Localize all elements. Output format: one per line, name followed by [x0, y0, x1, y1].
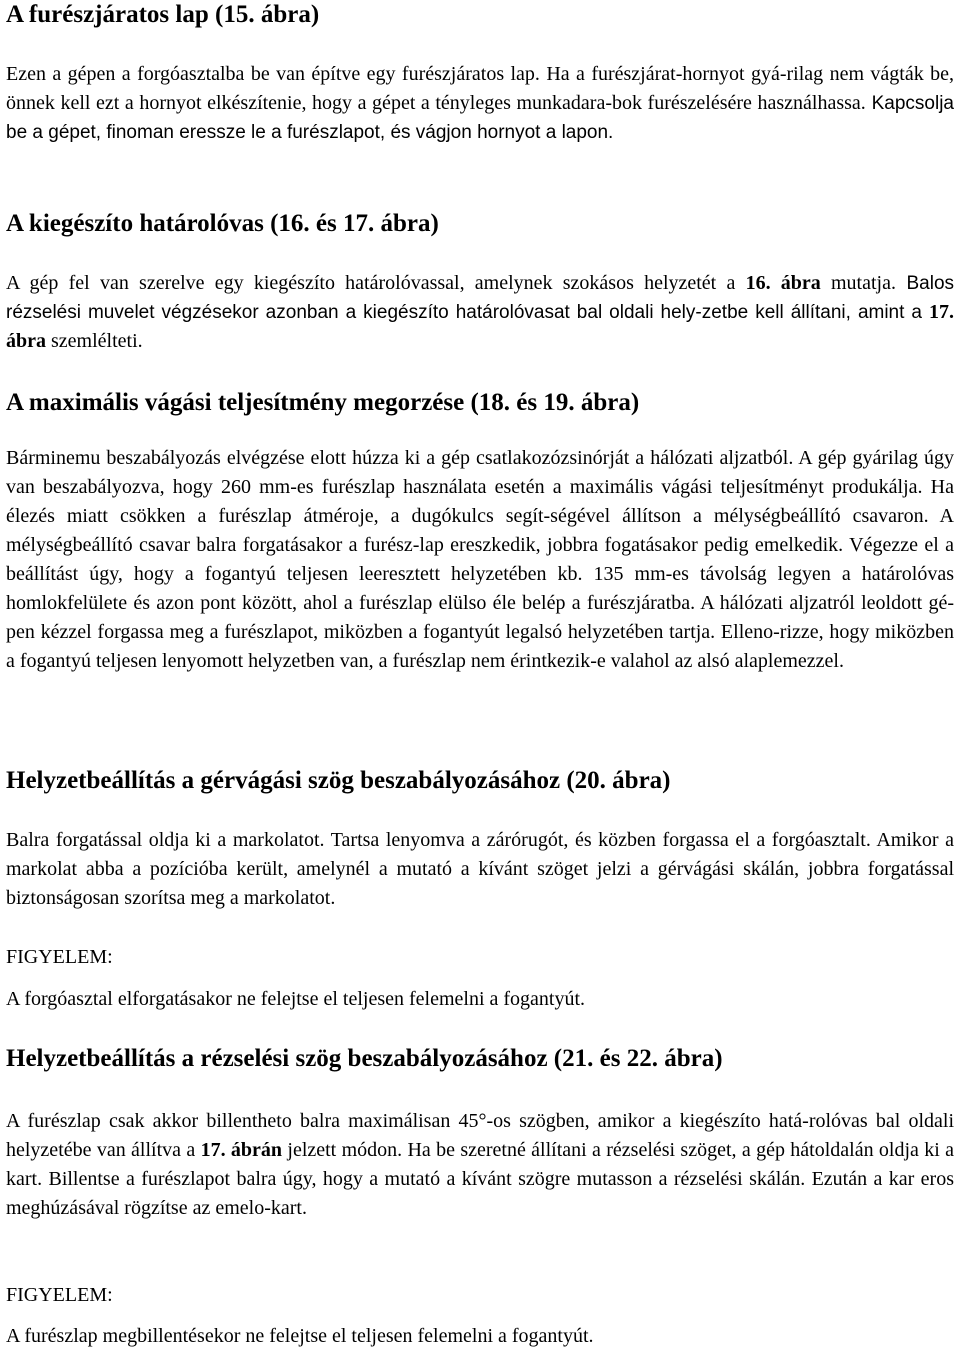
figure-reference: 16. ábra — [745, 272, 821, 294]
figure-reference: 17. ábra — [6, 301, 954, 352]
section-heading-auxiliary-fence: A kiegészíto határolóvas (16. és 17. ábra) — [6, 210, 439, 237]
paragraph-text: szemlélteti. — [46, 330, 143, 352]
section-heading-max-cutting-capacity: A maximális vágási teljesítmény megorzése (18. és 19. ábra) — [6, 389, 640, 416]
paragraph-text: A gép fel van szerelve egy kiegészíto határolóvassal, amelynek szokásos helyzetét a — [6, 272, 746, 294]
paragraph-auxiliary-fence — [6, 269, 954, 356]
section-heading-miter-angle: Helyzetbeállítás a gérvágási szög beszabályozásához (20. ábra) — [6, 767, 671, 794]
paragraph-text: mutatja. — [820, 272, 896, 294]
paragraph-miter-angle: Balra forgatással oldja ki a markolatot. Tartsa lenyomva a zárórugót, és közben forgassa el a forgóasztalt. Amikor a markolat abba a pozícióba került, amelynél a mutató a kívánt szöget jelzi a gérvágási skálán, jobbra forgatással biztonságosan szorítsa meg a markolatot. — [6, 829, 954, 909]
paragraph-text: A furészlap csak akkor billentheto balra maximálisan 45°-os szögben, amikor a kiegészíto hatá-rolóvas bal oldali helyzetébe van állítva a — [6, 1110, 954, 1161]
paragraph-text-sans: Kapcsolja be a gépet, finoman eressze le a furészlapot, és vágjon hornyot a lapon. — [6, 93, 954, 143]
section-heading-saw-slot-plate: A furészjáratos lap (15. ábra) — [6, 1, 320, 28]
warning-label: FIGYELEM: — [6, 946, 113, 968]
section-heading-bevel-angle: Helyzetbeállítás a rézselési szög beszabályozásához (21. és 22. ábra) — [6, 1045, 723, 1072]
paragraph-text: jelzett módon. Ha be szeretné állítani a rézselési szöget, a gép hátoldalán oldja ki a kart. Billentse a furészlapot balra úgy, hogy a mutató a kívánt szögre mutasson a rézselési skálán. Ezután a kar eros meghúzásával rögzítse az emelo-kart. — [6, 1139, 955, 1219]
paragraph-saw-slot-plate — [6, 60, 954, 147]
warning-text: A forgóasztal elforgatásakor ne felejtse el teljesen felemelni a fogantyút. — [6, 988, 586, 1010]
warning-text: A furészlap megbillentésekor ne felejtse el teljesen felemelni a fogantyút. — [6, 1325, 594, 1347]
figure-reference: 17. ábrán — [200, 1139, 283, 1161]
paragraph-max-cutting-capacity: Bárminemu beszabályozás elvégzése elott húzza ki a gép csatlakozózsinórját a hálózati aljzatból. A gép gyárilag úgy van beszabályozva, hogy 260 mm-es furészlap használata esetén a maximális vágási teljesítményt produkálja. Ha élezés miatt csökken a furészlap átméroje, a dugókulcs segít-ségével állítson a mélységbeállító csavaron. A mélységbeállító csavar balra forgatásakor a furész-lap ereszkedik, jobbra fogatásakor pedig emelkedik. Végezze el a beállítást úgy, hogy a fogantyú teljesen leeresztett helyzetében kb. 135 mm-es távolság legyen a határolóvas homlokfelülete és azon pont között, ahol a furészlap elülso éle belép a furészjáratba. A hálózati aljzatról leoldott gé-pen kézzel forgassa meg a furészlapot, miközben a fogantyút legalsó helyzetében tartja. Elleno-rizze, hogy miközben a fogantyú teljesen lenyomott helyzetben van, a furészlap nem érintkezik-e valahol az alsó alaplemezzel. — [6, 447, 954, 672]
paragraph-text: Ezen a gépen a forgóasztalba be van építve egy furészjáratos lap. Ha a furészjárat-hornyot gyá-rilag nem vágták be, önnek kell ezt a hornyot elkészítenie, hogy a gépet a tényleges munkadara-bok furészelésére használhassa. — [6, 63, 954, 114]
warning-label: FIGYELEM: — [6, 1284, 113, 1306]
paragraph-bevel-angle — [6, 1107, 954, 1223]
paragraph-text-sans: Balos rézselési muvelet végzésekor azonban a kiegészíto határolóvasat bal oldali hely-zetbe kell állítani, amint a — [6, 273, 955, 323]
